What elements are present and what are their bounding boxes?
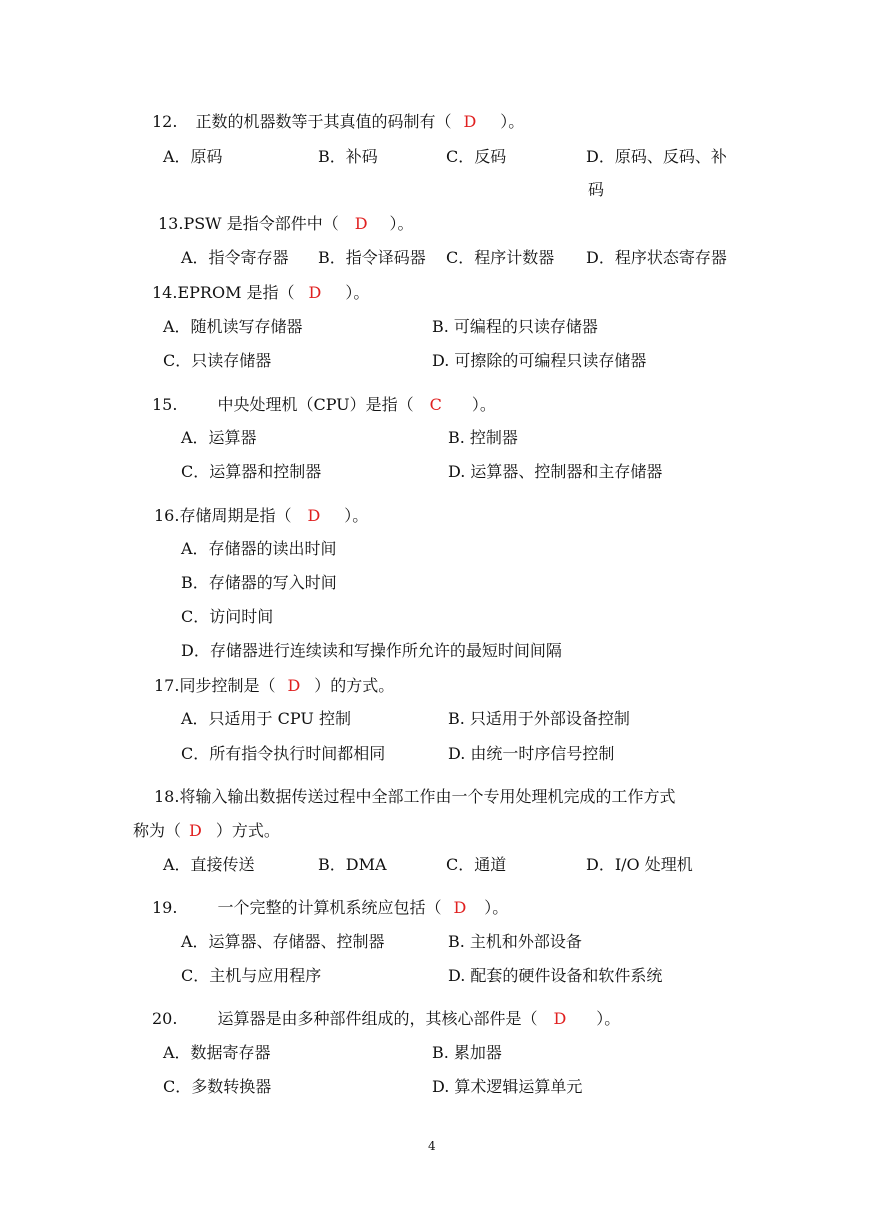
question-text: 一个完整的计算机系统应包括（	[217, 898, 442, 917]
option-d: D. 可擦除的可编程只读存储器	[432, 351, 647, 370]
option-d: D. 配套的硬件设备和软件系统	[448, 966, 663, 985]
option-b: B. 控制器	[448, 428, 518, 447]
option-c: C．反码	[446, 147, 507, 166]
question-text: EPROM 是指（	[177, 283, 295, 302]
question-number: 17.	[154, 676, 180, 695]
question-text-end: ）。	[471, 395, 496, 414]
option-c: C．通道	[446, 855, 507, 874]
question-text-end: ）的方式。	[314, 676, 395, 695]
option-a: A．运算器	[181, 428, 257, 447]
answer-mark: D	[463, 112, 477, 131]
question-16-stem	[154, 506, 368, 526]
question-number: 12.	[152, 112, 178, 131]
option-c: C．运算器和控制器	[181, 462, 322, 481]
question-text: 存储周期是指（	[179, 506, 292, 525]
option-a: A．原码	[163, 147, 223, 166]
option-a: A．存储器的读出时间	[181, 539, 337, 558]
option-c: C．程序计数器	[446, 248, 555, 267]
option-c: C．所有指令执行时间都相同	[181, 744, 386, 763]
page-number: 4	[428, 1139, 436, 1153]
question-number: 15.	[152, 395, 178, 414]
option-d: D．I/O 处理机	[586, 855, 693, 874]
question-text: 称为（	[133, 821, 182, 840]
question-number: 20.	[152, 1009, 178, 1028]
option-a: A．直接传送	[163, 855, 255, 874]
question-text: 中央处理机（CPU）是指（	[217, 395, 414, 414]
question-12-stem	[152, 112, 524, 132]
answer-mark: D	[307, 506, 321, 525]
question-20-stem	[152, 1009, 620, 1029]
answer-mark: C	[429, 395, 442, 414]
answer-mark: D	[553, 1009, 567, 1028]
question-text-end: ）。	[344, 506, 369, 525]
option-a: A．数据寄存器	[163, 1043, 271, 1062]
option-b: B. 主机和外部设备	[448, 932, 582, 951]
answer-mark: D	[287, 676, 301, 695]
question-13-stem	[158, 214, 414, 234]
question-number: 16.	[154, 506, 180, 525]
option-b: B．存储器的写入时间	[181, 573, 337, 592]
option-a: A．运算器、存储器、控制器	[181, 932, 385, 951]
question-text-end: ）。	[345, 283, 370, 302]
question-number: 14.	[152, 283, 178, 302]
answer-mark: D	[453, 898, 467, 917]
option-d: D．存储器进行连续读和写操作所允许的最短时间间隔	[181, 641, 562, 660]
option-c: C．访问时间	[181, 607, 274, 626]
question-text-end: ）。	[484, 898, 509, 917]
question-text: 同步控制是（	[179, 676, 276, 695]
option-a: A．只适用于 CPU 控制	[181, 709, 351, 728]
question-text: 正数的机器数等于其真值的码制有（	[195, 112, 452, 131]
option-c: C．只读存储器	[163, 351, 272, 370]
question-15-stem	[152, 395, 496, 415]
question-text-end: ）。	[389, 214, 414, 233]
question-text: 将输入输出数据传送过程中全部工作由一个专用处理机完成的工作方式	[179, 787, 676, 806]
answer-mark: D	[189, 821, 202, 840]
option-b: B．补码	[318, 147, 378, 166]
option-a: A．随机读写存储器	[163, 317, 303, 336]
option-c: C．多数转换器	[163, 1077, 272, 1096]
answer-mark: D	[354, 214, 368, 233]
question-text: PSW 是指令部件中（	[183, 214, 339, 233]
question-18-stem	[154, 787, 675, 807]
option-b: B. 可编程的只读存储器	[432, 317, 598, 336]
option-b: B. 只适用于外部设备控制	[448, 709, 630, 728]
question-19-stem	[152, 898, 508, 918]
question-number: 18.	[154, 787, 180, 806]
question-14-stem	[152, 283, 369, 303]
question-17-stem	[154, 676, 394, 696]
option-d-wrap: 码	[588, 180, 605, 199]
question-text-end: ）。	[500, 112, 525, 131]
option-a: A．指令寄存器	[181, 248, 289, 267]
question-18-stem-cont	[133, 821, 280, 841]
option-b: B．指令译码器	[318, 248, 426, 267]
option-d: D．原码、反码、补	[586, 147, 727, 166]
question-text-end: ）。	[596, 1009, 621, 1028]
question-number: 19.	[152, 898, 178, 917]
question-text: 运算器是由多种部件组成的，其核心部件是（	[217, 1009, 538, 1028]
option-b: B．DMA	[318, 855, 387, 874]
option-d: D. 算术逻辑运算单元	[432, 1077, 583, 1096]
option-d: D. 运算器、控制器和主存储器	[448, 462, 663, 481]
option-b: B. 累加器	[432, 1043, 502, 1062]
answer-mark: D	[308, 283, 322, 302]
option-d: D. 由统一时序信号控制	[448, 744, 615, 763]
question-number: 13.	[158, 214, 184, 233]
question-text-end: ）方式。	[215, 821, 280, 840]
option-c: C．主机与应用程序	[181, 966, 322, 985]
option-d: D．程序状态寄存器	[586, 248, 727, 267]
